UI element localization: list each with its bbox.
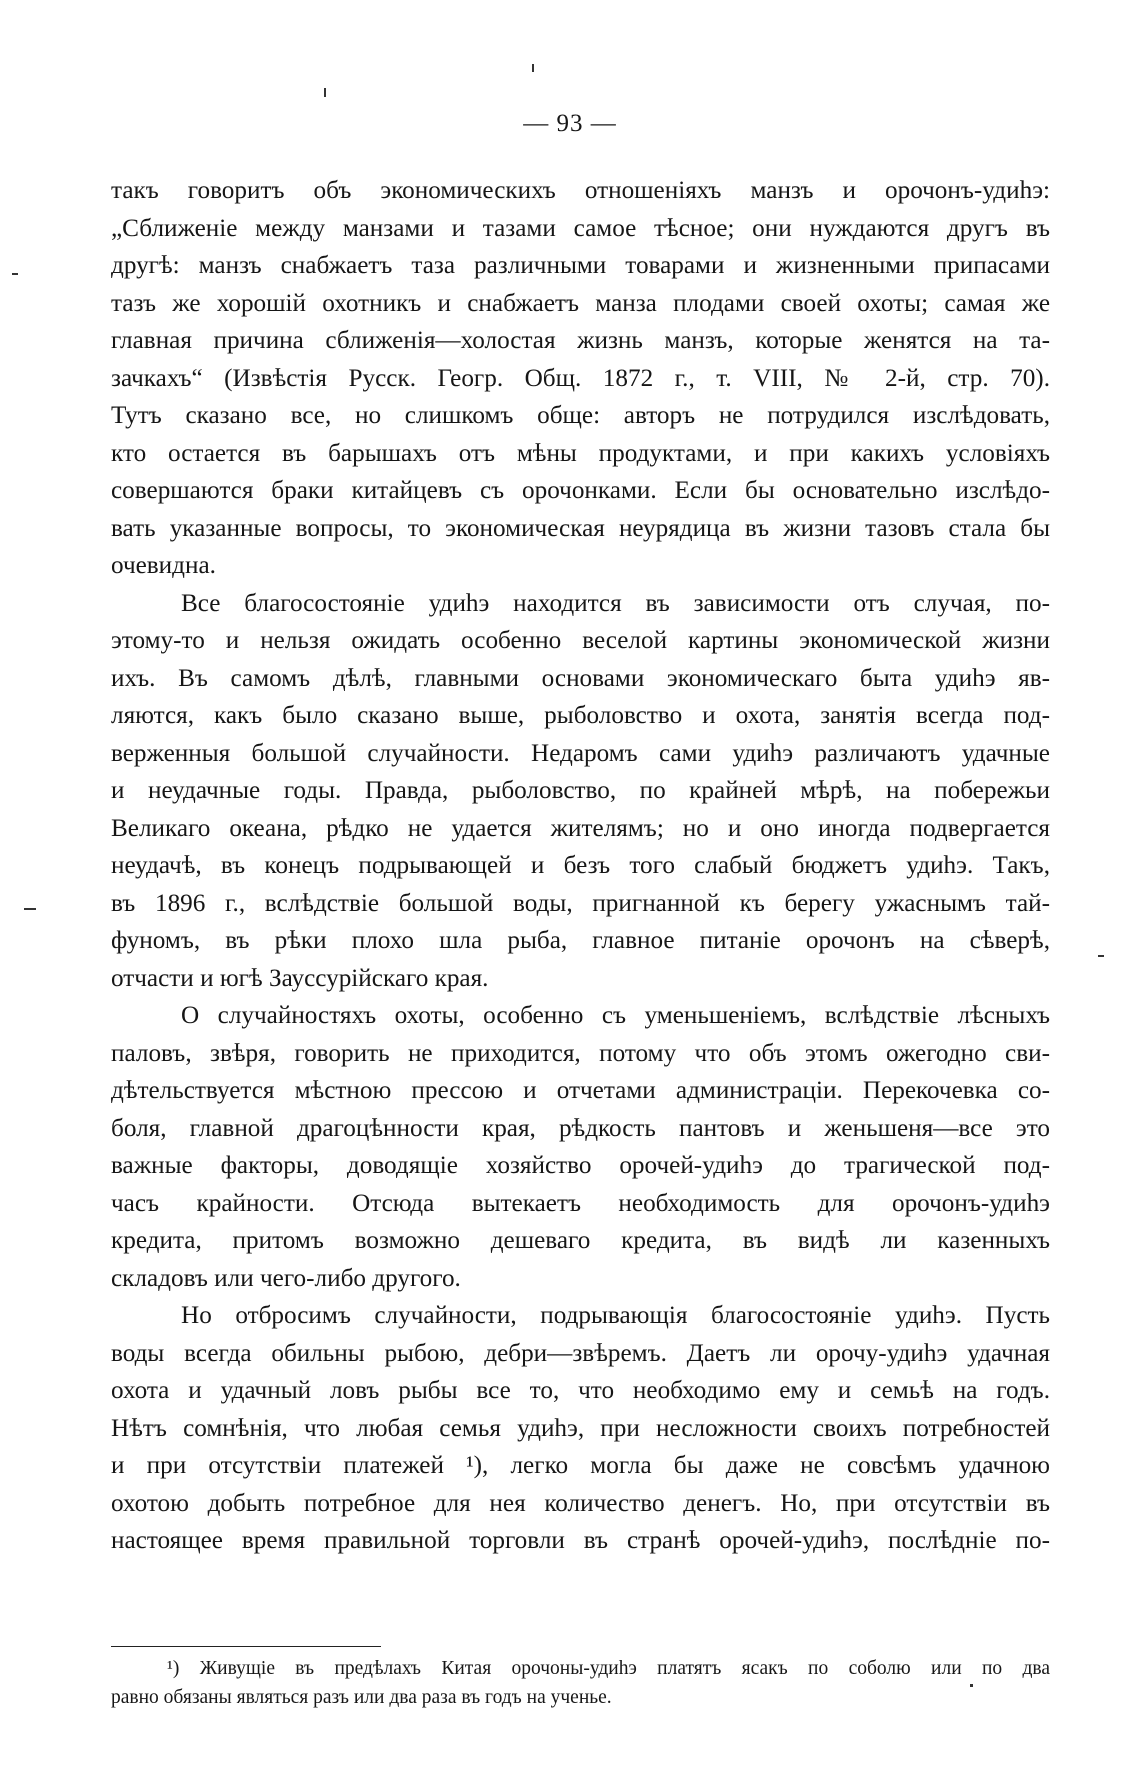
scan-speck bbox=[24, 908, 36, 910]
text-line: ляются, какъ было сказано выше, рыболовство и охота, занятія всегда под- bbox=[111, 702, 1050, 729]
text-line: Нѣтъ сомнѣнія, что любая семья удиһэ, при несложности своихъ потребностей bbox=[111, 1414, 1050, 1442]
text-line: О случайностяхъ охоты, особенно съ уменьшеніемъ, вслѣдствіе лѣсныхъ bbox=[181, 1002, 1050, 1029]
text-line: часъ крайности. Отсюда вытекаетъ необходимость для орочонъ-удиһэ bbox=[111, 1189, 1050, 1217]
footnote-text: Живущіе въ предѣлахъ Китая орочоны-удиһэ платятъ ясакъ по соболю или по два bbox=[199, 1658, 1051, 1679]
body-text bbox=[111, 172, 1050, 1560]
scan-speck bbox=[324, 88, 326, 97]
text-line: верженныя большой случайности. Недаромъ сами удиһэ различаютъ удачные bbox=[111, 739, 1050, 767]
text-line: паловъ, звѣря, говорить не приходится, потому что объ этомъ ожегодно сви- bbox=[111, 1039, 1050, 1067]
text-line: охота и удачный ловъ рыбы все то, что необходимо ему и семьѣ на годъ. bbox=[111, 1377, 1050, 1404]
text-line: такъ говоритъ объ экономическихъ отношеніяхъ манзъ и орочонъ-удиһэ: bbox=[111, 177, 1050, 204]
paragraph bbox=[111, 172, 1050, 585]
scan-speck bbox=[970, 1684, 973, 1687]
text-line: очевидна. bbox=[111, 552, 216, 579]
text-line: Но отбросимъ случайности, подрывающія благосостояніе удиһэ. Пусть bbox=[181, 1302, 1050, 1329]
paragraph bbox=[111, 585, 1050, 998]
text-line: главная причина сближенія—холостая жизнь манзъ, которые женятся на та- bbox=[111, 327, 1050, 354]
text-line: ихъ. Въ самомъ дѣлѣ, главными основами экономическаго быта удиһэ яв- bbox=[111, 664, 1050, 692]
text-line: Великаго океана, рѣдко не удается жителямъ; но и оно иногда подвергается bbox=[111, 814, 1050, 842]
text-line: кредита, притомъ возможно дешеваго кредита, въ видѣ ли казенныхъ bbox=[111, 1227, 1050, 1254]
text-line: вать указанные вопросы, то экономическая неурядица въ жизни тазовъ стала бы bbox=[111, 514, 1050, 542]
footnote-marker: ¹) bbox=[167, 1658, 180, 1679]
footnote-line bbox=[111, 1654, 1050, 1683]
scan-speck bbox=[12, 273, 18, 275]
text-line: въ 1896 г., вслѣдствіе большой воды, пригнанной къ берегу ужаснымъ тай- bbox=[111, 889, 1050, 917]
text-line: тазъ же хорошій охотникъ и снабжаетъ манза плодами своей охоты; самая же bbox=[111, 289, 1050, 317]
text-line: кто остается въ барышахъ отъ мѣны продуктами, и при какихъ условіяхъ bbox=[111, 439, 1050, 467]
footnote-line: равно обязаны являться разъ или два раза въ годъ на ученье. bbox=[111, 1687, 612, 1708]
text-line: боля, главной драгоцѣнности края, рѣдкость пантовъ и женьшеня—все это bbox=[111, 1114, 1050, 1142]
text-line: Все благосостояніе удиһэ находится въ зависимости отъ случая, по- bbox=[181, 589, 1050, 617]
text-line: настоящее время правильной торговли въ странѣ орочей-удиһэ, послѣдніе по- bbox=[111, 1527, 1050, 1554]
text-line: дѣтельствуется мѣстною прессою и отчетами администраціи. Перекочевка со- bbox=[111, 1077, 1050, 1104]
text-line: отчасти и югѣ Зауссурійскаго края. bbox=[111, 964, 489, 992]
text-line: фуномъ, въ рѣки плохо шла рыба, главное питаніе орочонъ на сѣверѣ, bbox=[111, 927, 1050, 954]
text-line: складовъ или чего-либо другого. bbox=[111, 1264, 461, 1292]
text-line: важные факторы, доводящіе хозяйство орочей-удиһэ до трагической под- bbox=[111, 1152, 1050, 1179]
text-line: Тутъ сказано все, но слишкомъ обще: авторъ не потрудился изслѣдовать, bbox=[111, 402, 1050, 429]
footnote-divider bbox=[111, 1646, 381, 1647]
scan-speck bbox=[532, 64, 534, 72]
paragraph bbox=[111, 997, 1050, 1297]
text-line: зачкахъ“ (Извѣстія Русск. Геогр. Общ. 1872 г., т. VIII, № 2-й, стр. 70). bbox=[111, 364, 1050, 392]
text-line: воды всегда обильны рыбою, дебри—звѣремъ. Даетъ ли орочу-удиһэ удачная bbox=[111, 1339, 1050, 1367]
text-line: этому-то и нельзя ожидать особенно веселой картины экономической жизни bbox=[111, 627, 1050, 654]
text-line: „Сближеніе между манзами и тазами самое тѣсное; они нуждаются другъ въ bbox=[111, 214, 1050, 242]
text-line: другѣ: манзъ снабжаетъ таза различными товарами и жизненными припасами bbox=[111, 252, 1050, 279]
text-line: охотою добыть потребное для нея количество денегъ. Но, при отсутствіи въ bbox=[111, 1489, 1050, 1517]
text-line: и неудачные годы. Правда, рыболовство, по крайней мѣрѣ, на побережьи bbox=[111, 777, 1050, 804]
footnote bbox=[111, 1654, 1050, 1712]
text-line: совершаются браки китайцевъ съ орочонками. Если бы основательно изслѣдо- bbox=[111, 477, 1050, 504]
paragraph bbox=[111, 1297, 1050, 1560]
text-line: неудачѣ, въ конецъ подрывающей и безъ того слабый бюджетъ удиһэ. Такъ, bbox=[111, 852, 1050, 879]
text-line: и при отсутствіи платежей ¹), легко могла бы даже не совсѣмъ удачною bbox=[111, 1452, 1050, 1479]
scan-speck bbox=[1098, 955, 1104, 957]
page-number: — 93 — bbox=[523, 110, 617, 137]
